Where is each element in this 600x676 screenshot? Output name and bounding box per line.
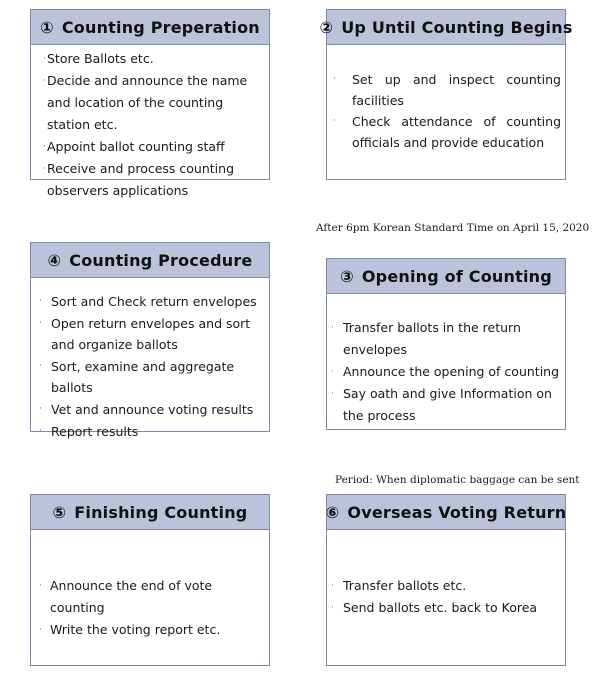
step-4-header xyxy=(31,243,269,278)
bullet-icon: · xyxy=(39,317,42,328)
step-5-title: Finishing Counting xyxy=(74,502,248,522)
step-5-box xyxy=(30,494,270,666)
list-item: · Transfer ballots etc. xyxy=(331,575,563,597)
list-item: · Write the voting report etc. xyxy=(39,619,267,641)
step-3-title: Opening of Counting xyxy=(361,266,552,286)
bullet-icon: · xyxy=(39,581,42,591)
bullet-icon: · xyxy=(331,367,334,377)
step-1-list xyxy=(31,45,269,202)
step-1-header xyxy=(31,10,269,45)
step-2-header xyxy=(319,10,573,45)
list-item: · Appoint ballot counting staff xyxy=(43,136,263,158)
list-item: · Send ballots etc. back to Korea xyxy=(331,597,563,619)
bullet-icon: · xyxy=(333,116,336,126)
step-2-list xyxy=(327,45,565,153)
step-3-list xyxy=(327,294,565,427)
step-4-list xyxy=(31,278,269,442)
step-3-header xyxy=(327,259,565,294)
step-1-box xyxy=(30,9,270,198)
step-2-box xyxy=(319,9,573,180)
step-2-number: ② xyxy=(319,17,334,37)
list-item: · Store Ballots etc. xyxy=(43,48,263,70)
step-6-list xyxy=(327,530,565,619)
bullet-icon: · xyxy=(39,425,42,436)
list-item: · Open return envelopes and sort and organize ballots xyxy=(39,313,265,356)
step-6-header xyxy=(327,495,565,530)
step-3-box xyxy=(326,258,566,430)
bullet-icon: · xyxy=(333,74,336,84)
list-item: · Announce the opening of counting xyxy=(331,361,563,383)
list-item: · Check attendance of counting officials and provide education xyxy=(333,111,561,153)
list-item: · Decide and announce the name and location of the counting station etc. xyxy=(43,70,263,136)
list-item: · Set up and inspect counting facilities xyxy=(333,69,561,111)
bullet-icon: · xyxy=(39,403,42,414)
step-5-list xyxy=(31,530,269,641)
bullet-icon: · xyxy=(331,389,334,399)
bullet-icon: · xyxy=(331,581,334,591)
bullet-icon: · xyxy=(43,76,46,86)
bullet-icon: · xyxy=(331,603,334,613)
bullet-icon: · xyxy=(43,54,46,64)
bullet-icon: · xyxy=(43,164,46,174)
bullet-icon: · xyxy=(39,296,42,306)
step-6-number: ⑥ xyxy=(325,502,340,522)
step-1-number: ① xyxy=(40,17,54,37)
step-4-box xyxy=(30,242,270,439)
step-6-title: Overseas Voting Return xyxy=(347,502,567,522)
step-5-header xyxy=(31,495,269,530)
list-item: · Announce the end of vote counting xyxy=(39,575,267,619)
list-item: · Sort and Check return envelopes xyxy=(39,291,265,313)
list-item: · Vet and announce voting results xyxy=(39,399,265,421)
step-4-title: Counting Procedure xyxy=(69,250,253,270)
return-period-note: Period: When diplomatic baggage can be sent xyxy=(335,474,580,486)
bullet-icon: · xyxy=(39,625,42,635)
step-5-number: ⑤ xyxy=(52,502,67,522)
list-item: · Transfer ballots in the return envelopes xyxy=(331,317,563,361)
list-item: · Report results xyxy=(39,421,265,443)
step-4-number: ④ xyxy=(47,250,62,270)
step-1-title: Counting Preperation xyxy=(61,17,260,37)
list-item: · Sort, examine and aggregate ballots xyxy=(39,356,265,399)
bullet-icon: · xyxy=(331,323,334,333)
list-item: · Say oath and give Information on the process xyxy=(331,383,563,427)
list-item: · Receive and process counting observers applications xyxy=(43,158,263,202)
bullet-icon: · xyxy=(39,360,42,371)
step-6-box xyxy=(326,494,566,666)
bullet-icon: · xyxy=(43,142,46,152)
step-3-number: ③ xyxy=(340,266,354,286)
step-2-title: Up Until Counting Begins xyxy=(341,17,573,37)
opening-time-note: After 6pm Korean Standard Time on April 15, 2020 xyxy=(316,222,590,234)
